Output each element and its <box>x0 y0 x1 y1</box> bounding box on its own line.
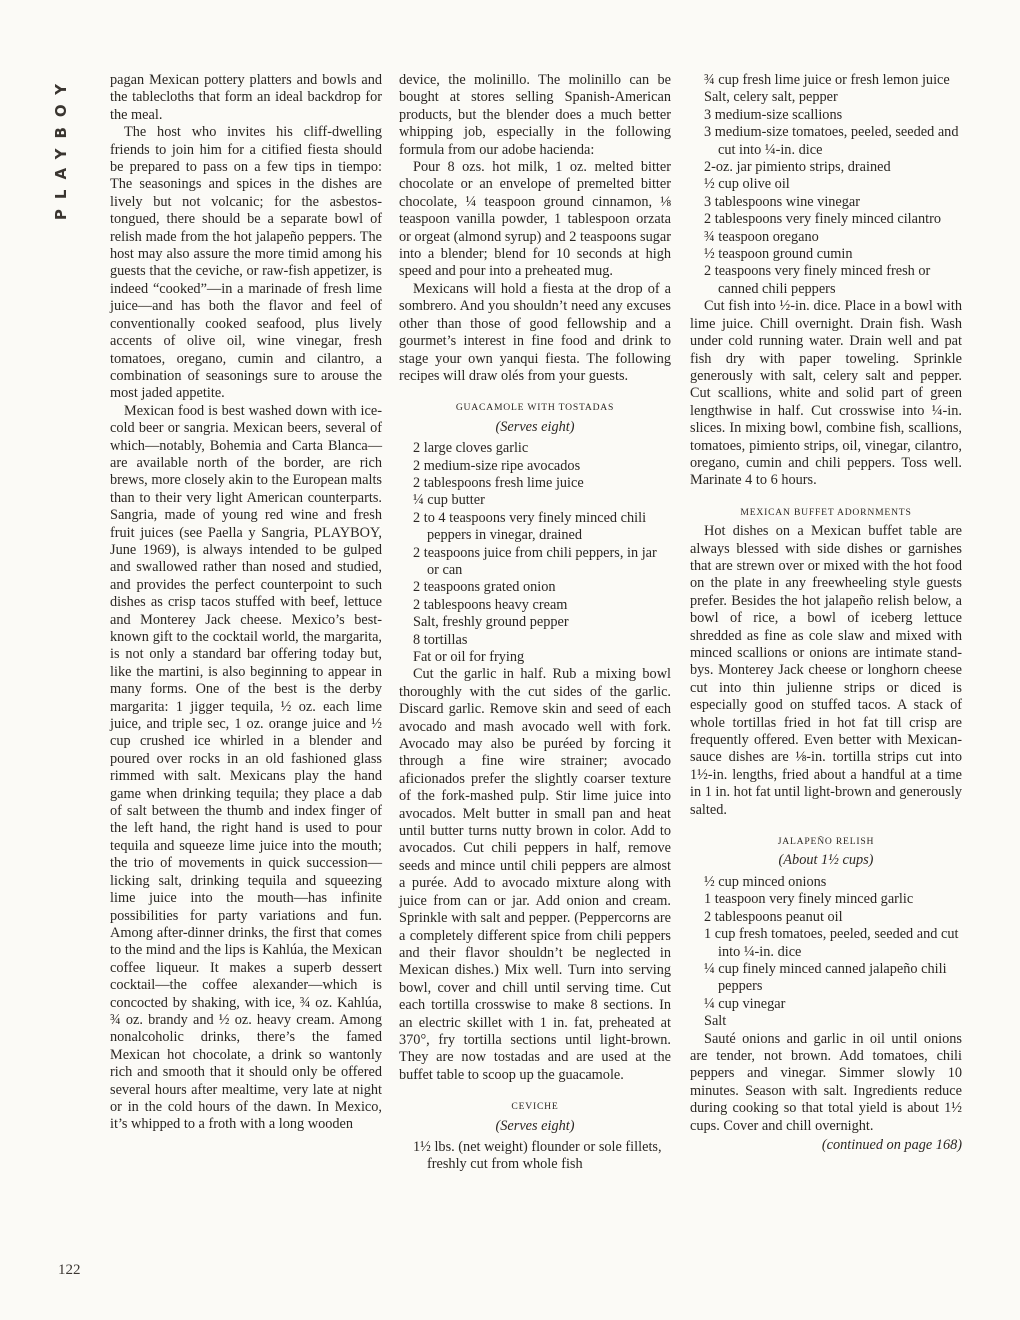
ingredient: Salt, freshly ground pepper <box>413 614 569 631</box>
ingredient: 1 teaspoon very finely minced garlic <box>704 891 914 908</box>
ingredient: 1½ lbs. (net weight) flounder or sole fillets, freshly cut from whole fish <box>413 1138 662 1173</box>
ingredient: ¼ cup vinegar <box>704 995 786 1012</box>
column-3 <box>690 72 962 1154</box>
paragraph: Hot dishes on a Mexican buffet table are always blessed with side dishes or garnishes that are strewn over or mixed with the hot food on the plate in any freewheeling style guests prefer. Besides the hot jalapeño relish below, a bowl of rice, a bowl of iceberg lettuce shredded as fine as cole slaw and mixed with minced scallions or onions are intimate stand-bys. Monterey Jack cheese or longhorn cheese cut into thin julienne strips or diced is especially good on stuffed tacos. A stack of whole tortillas fried in hot fat till crisp are frequently offered. Even better with Mexican-sauce dishes are ⅛-in. tortilla strips cut into 1½-in. lengths, fried about a handful at a time in 1 in. hot fat until light-brown and generously salted. <box>690 523 962 818</box>
ingredient: 2 tablespoons heavy cream <box>413 596 568 613</box>
ingredient: ¼ cup butter <box>413 492 485 509</box>
recipe-heading: JALAPEÑO RELISH <box>777 836 875 848</box>
ingredient: 2 tablespoons peanut oil <box>704 908 843 925</box>
paragraph: Mexican food is best washed down with ice-cold beer or sangria. Mexican beers, several of which—notably, Bohemia and Carta Blanca—are available north of the border, are rich brews, more closely akin to the European malts than to their very light American counterparts. Sangria, made of young red wine and fresh fruit juices (see Paella y Sangria, PLAYBOY, June 1969), is always intended to be gulped and swallowed rather than nosed and studied, and provides the perfect counterpoint to such dishes as crisp tacos stuffed with beef, lettuce and Monterey Jack cheese. Mexico’s best-known gift to the cocktail world, the margarita, is not only a standard bar offering today but, like the martini, is also beginning to appear in many forms. One of the best is the derby margarita: 1 jigger tequila, ½ oz. each lime juice, and triple sec, 1 oz. orange juice and ½ cup crushed ice whirled in a blender and poured over rocks in an old fashioned glass rimmed with salt. Mexicans play the hand game when drinking tequila; they place a dab of salt between the thumb and index finger of the left hand, the right hand is used to pour tequila and squeeze lime juice into the mouth; the trio of movements in quick succession—licking salt, drinking tequila and squeezing lime juice into the mouth—has infinite possibilities for party variations and fun. Among after-dinner drinks, the first that comes to the mind and the lips is Kahlúa, the Mexican coffee liqueur. It makes a superb dessert cocktail—the coffee alexander—which is concocted by shaking, with ice, ¾ oz. Kahlúa, ¾ oz. brandy and ½ oz. heavy cream. Among nonalcoholic drinks, there’s the famed Mexican hot chocolate, a drink so wantonly rich and smooth that it should only be offered several hours after mealtime, very late at night or in the cold hours of the dawn. In Mexico, it’s whipped to a froth with a long wooden <box>110 402 382 1133</box>
ingredient: 2-oz. jar pimiento strips, drained <box>704 159 891 176</box>
ingredient: Fat or oil for frying <box>413 649 525 665</box>
recipe-heading: CEVICHE <box>511 1101 559 1113</box>
ingredient-list <box>399 440 671 666</box>
ingredient: 2 teaspoons grated onion <box>413 579 556 596</box>
recipe-serves: (Serves eight) <box>495 418 575 435</box>
ingredient: 2 to 4 teaspoons very finely minced chili peppers in vinegar, drained <box>413 509 647 544</box>
ingredient: Salt, celery salt, pepper <box>704 89 838 106</box>
ingredient: ½ teaspoon ground cumin <box>704 246 853 263</box>
section-heading: MEXICAN BUFFET ADORNMENTS <box>740 506 912 518</box>
paragraph: device, the molinillo. The molinillo can be bought at stores selling Spanish-American products, but the blender does a much better whipping job, especially in the following formula from our adobe hacienda: <box>399 72 671 158</box>
ingredient: ¼ cup finely minced canned jalapeño chili peppers <box>704 960 947 995</box>
ingredient: 2 large cloves garlic <box>413 440 529 457</box>
column-2 <box>399 72 671 1174</box>
recipe-method: Sauté onions and garlic in oil until onions are tender, not brown. Add tomatoes, chili peppers and vinegar. Simmer slowly 10 minutes. Season with salt. Ingredients reduce during cooking so that total yield is about 1½ cups. Cover and chill overnight. <box>690 1030 962 1134</box>
recipe-heading: GUACAMOLE WITH TOSTADAS <box>455 402 615 414</box>
recipe-method: Cut fish into ½-in. dice. Place in a bowl with lime juice. Chill overnight. Drain fish. Wash under cold running water. Drain well and pat fish dry with paper toweling. Sprinkle generously with salt, celery salt and pepper. Cut scallions, white and solid part of green lengthwise in half. Cut crosswise into ¼-in. slices. In mixing bowl, combine fish, scallions, tomatoes, pimiento strips, oil, vinegar, cilantro, oregano, cumin and chili peppers. Toss well. Marinate 4 to 6 hours. <box>690 298 962 489</box>
ingredient: 3 tablespoons wine vinegar <box>704 193 861 210</box>
ingredient: 8 tortillas <box>413 631 468 648</box>
continued-note: (continued on page 168) <box>821 1136 962 1153</box>
recipe-serves: (About 1½ cups) <box>778 852 874 869</box>
ingredient: 2 tablespoons very finely minced cilantro <box>704 211 942 228</box>
ingredient-list <box>690 874 962 1031</box>
ingredient: 2 tablespoons fresh lime juice <box>413 474 584 491</box>
recipe-method: Cut the garlic in half. Rub a mixing bowl thoroughly with the cut sides of the garlic. Discard garlic. Remove skin and seed of each avocado and mash avocado well with fork. Avocado may also be puréed by forcing it through a fine wire strainer; avocado aficionados prefer the slightly coarser texture of the fork-mashed pulp. Stir lime juice into avocados. Melt butter in small pan and heat until butter turns nutty brown in color. Add to avocados. Cut chili peppers in half, remove seeds and mince until chili peppers are almost a purée. Add to avocado mixture along with juice from can or jar. Add onion and cream. Sprinkle with salt and pepper. (Peppercorns are a completely different spice from chili peppers and their flavor shouldn’t be neglected in Mexican dishes.) Mix well. Turn into serving bowl, cover and chill until serving time. Cut each tortilla crosswise to make 8 sections. In an electric skillet with 1 in. fat, preheated at 370°, fry tortilla sections until light-brown. They are now tostadas and are used at the buffet table to scoop up the guacamole. <box>399 666 671 1083</box>
ingredient: 2 teaspoons very finely minced fresh or canned chili peppers <box>704 263 931 297</box>
column-1 <box>110 72 382 1134</box>
ingredient: ½ cup minced onions <box>704 873 827 890</box>
ingredient: ¾ teaspoon oregano <box>704 228 819 245</box>
ingredient: 2 medium-size ripe avocados <box>413 457 581 474</box>
paragraph: Mexicans will hold a fiesta at the drop of a sombrero. And you shouldn’t need any excuses other than those of good fellowship and a gourmet’s interest in fine food and drink to stage your own yanqui fiesta. The following recipes will draw olés from your guests. <box>399 280 671 384</box>
paragraph: Pour 8 ozs. hot milk, 1 oz. melted bitter chocolate or an envelope of premelted bitter chocolate, ¼ teaspoon ground cinnamon, ⅛ teaspoon vanilla powder, 1 tablespoon orzata or orgeat (almond syrup) and 2 teaspoons sugar into a blender; blend for 10 seconds at high speed and pour into a preheated mug. <box>399 159 671 280</box>
ingredient: ½ cup olive oil <box>704 176 790 193</box>
ingredient: 1 cup fresh tomatoes, peeled, seeded and cut into ¼-in. dice <box>704 926 959 960</box>
ingredient: 3 medium-size scallions <box>704 106 843 123</box>
recipe-serves: (Serves eight) <box>495 1117 575 1134</box>
page-number: 122 <box>58 1262 81 1278</box>
ingredient-list <box>690 72 962 298</box>
paragraph: The host who invites his cliff-dwelling friends to join him for a citified fiesta should be prepared to pass on a few tips in tiempo: The seasonings and spices in the dishes are lively but not volcanic; for the asbestos-tongued, there should be a separate bowl of relish made from the hot jalapeño peppers. The host may also assure the more timid among his guests that the ceviche, or raw-fish appetizer, is indeed “cooked”—in a marinade of fresh lime juice—and has both the flavor and feel of conventionally cooked seafood, plus lively accents of olive oil, wine vinegar, fresh tomatoes, oregano, cumin and cilantro, a combination of seasonings sure to arouse the most jaded appetite. <box>110 124 382 402</box>
ingredient: 3 medium-size tomatoes, peeled, seeded and cut into ¼-in. dice <box>704 124 959 158</box>
masthead: PLAYBOY <box>52 74 70 221</box>
ingredient: Salt <box>704 1013 727 1030</box>
ingredient: 2 teaspoons juice from chili peppers, in jar or can <box>413 544 657 578</box>
paragraph: pagan Mexican pottery platters and bowls and the tablecloths that form an ideal backdrop for the meal. <box>110 72 382 123</box>
ingredient: ¾ cup fresh lime juice or fresh lemon juice <box>704 72 950 88</box>
